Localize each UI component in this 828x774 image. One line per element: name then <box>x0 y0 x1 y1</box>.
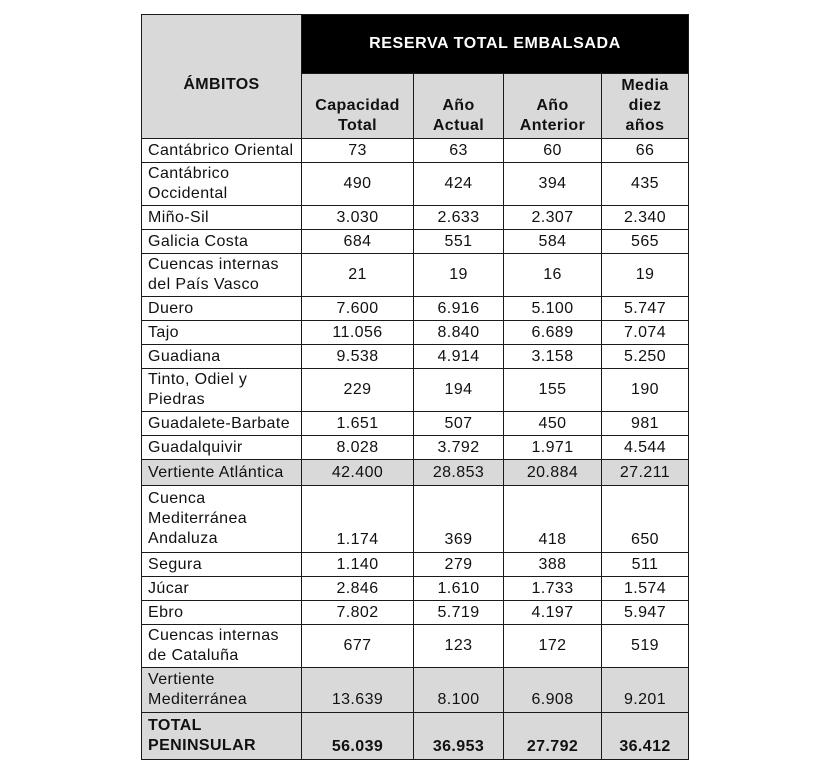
ambito-name-line: Vertiente Atlántica <box>148 463 284 481</box>
capacidad-total-value: 3.030 <box>302 206 414 230</box>
header-line: Año <box>442 97 475 114</box>
table-row <box>142 254 689 297</box>
table-row <box>142 321 689 345</box>
capacidad-total-value: 1.174 <box>302 486 414 553</box>
ambito-name-line: Guadalquivir <box>148 438 243 456</box>
media-diez-anos-value: 190 <box>602 369 689 412</box>
table-row <box>142 369 689 412</box>
ano-actual-value: 2.633 <box>414 206 504 230</box>
ano-actual-value: 5.719 <box>414 601 504 625</box>
ambito-name <box>142 486 302 553</box>
ano-anterior-value: 418 <box>504 486 602 553</box>
media-diez-anos-value: 650 <box>602 486 689 553</box>
ano-anterior-value: 27.792 <box>504 713 602 760</box>
ano-anterior-value: 5.100 <box>504 297 602 321</box>
capacidad-total-value: 56.039 <box>302 713 414 760</box>
ambito-name-line: Cantábrico <box>148 165 230 182</box>
ambito-name <box>142 230 302 254</box>
ano-anterior-value: 584 <box>504 230 602 254</box>
ambito-name-line: TOTAL <box>148 717 202 734</box>
header-line: Total <box>337 117 378 134</box>
ano-actual-value: 551 <box>414 230 504 254</box>
table-row <box>142 553 689 577</box>
table-row <box>142 625 689 668</box>
ambito-name-line: Miño-Sil <box>148 208 209 226</box>
table-row <box>142 206 689 230</box>
ambito-name-line: Tajo <box>148 323 179 341</box>
ano-anterior-header <box>504 74 602 139</box>
ano-anterior-value: 20.884 <box>504 460 602 486</box>
ano-actual-value: 194 <box>414 369 504 412</box>
media-diez-anos-value: 9.201 <box>602 668 689 713</box>
ambito-name <box>142 321 302 345</box>
ambitos-header: ÁMBITOS <box>142 15 302 139</box>
ambito-name-line: Tinto, Odiel y <box>148 371 248 388</box>
ambito-name-line: Júcar <box>148 579 190 597</box>
ambito-name-line: Ebro <box>148 603 184 621</box>
header-line: Año <box>536 97 569 114</box>
ambito-name <box>142 713 302 760</box>
ambito-name <box>142 412 302 436</box>
ano-actual-value: 63 <box>414 139 504 163</box>
ambito-name-line: de Cataluña <box>148 647 239 664</box>
capacidad-total-value: 7.802 <box>302 601 414 625</box>
table-row <box>142 163 689 206</box>
header-line: Actual <box>432 117 485 134</box>
media-diez-anos-value: 981 <box>602 412 689 436</box>
ano-actual-value: 19 <box>414 254 504 297</box>
ambito-name <box>142 254 302 297</box>
reserva-total-header: RESERVA TOTAL EMBALSADA <box>302 15 689 74</box>
media-diez-anos-value: 511 <box>602 553 689 577</box>
ano-actual-value: 6.916 <box>414 297 504 321</box>
media-diez-anos-value: 1.574 <box>602 577 689 601</box>
ambito-name-line: Piedras <box>148 391 206 408</box>
ano-actual-value: 507 <box>414 412 504 436</box>
table-row <box>142 230 689 254</box>
media-diez-anos-value: 66 <box>602 139 689 163</box>
ambito-name <box>142 436 302 460</box>
ambito-name-line: del País Vasco <box>148 276 260 293</box>
ano-actual-value: 123 <box>414 625 504 668</box>
ano-anterior-value: 4.197 <box>504 601 602 625</box>
table-row <box>142 412 689 436</box>
ambito-name-line: Mediterránea <box>148 510 248 527</box>
ano-anterior-value: 394 <box>504 163 602 206</box>
ambito-name <box>142 139 302 163</box>
capacidad-total-value: 42.400 <box>302 460 414 486</box>
ambito-name <box>142 553 302 577</box>
ano-anterior-value: 1.971 <box>504 436 602 460</box>
ano-actual-value: 8.840 <box>414 321 504 345</box>
capacidad-total-value: 8.028 <box>302 436 414 460</box>
table-row <box>142 601 689 625</box>
ambito-name <box>142 163 302 206</box>
header-line: Capacidad <box>315 97 400 114</box>
ano-anterior-value: 2.307 <box>504 206 602 230</box>
media-diez-anos-header <box>602 74 689 139</box>
header-line: Anterior <box>519 117 586 134</box>
ano-actual-value: 279 <box>414 553 504 577</box>
header-line: años <box>625 117 665 134</box>
media-diez-anos-value: 565 <box>602 230 689 254</box>
ano-actual-value: 369 <box>414 486 504 553</box>
media-diez-anos-value: 19 <box>602 254 689 297</box>
header-line: diez <box>628 97 662 114</box>
reservoir-table <box>141 14 689 760</box>
media-diez-anos-value: 435 <box>602 163 689 206</box>
ambito-name-line: Vertiente <box>148 671 215 688</box>
ambito-name-line: Occidental <box>148 185 228 202</box>
capacidad-total-value: 490 <box>302 163 414 206</box>
ambito-name <box>142 601 302 625</box>
ano-actual-value: 8.100 <box>414 668 504 713</box>
capacidad-total-value: 684 <box>302 230 414 254</box>
ambito-name <box>142 577 302 601</box>
capacidad-total-value: 229 <box>302 369 414 412</box>
media-diez-anos-value: 519 <box>602 625 689 668</box>
capacidad-total-value: 677 <box>302 625 414 668</box>
ambito-name-line: Cuencas internas <box>148 627 279 644</box>
ano-anterior-value: 6.908 <box>504 668 602 713</box>
ano-actual-value: 36.953 <box>414 713 504 760</box>
table-row <box>142 297 689 321</box>
capacidad-total-value: 11.056 <box>302 321 414 345</box>
ambito-name-line: Duero <box>148 299 194 317</box>
table-row <box>142 436 689 460</box>
capacidad-total-header <box>302 74 414 139</box>
subtotal-row <box>142 460 689 486</box>
media-diez-anos-value: 4.544 <box>602 436 689 460</box>
ano-anterior-value: 60 <box>504 139 602 163</box>
media-diez-anos-value: 5.947 <box>602 601 689 625</box>
ambito-name-line: Cuencas internas <box>148 256 279 273</box>
ambito-name <box>142 345 302 369</box>
subtotal-row <box>142 668 689 713</box>
media-diez-anos-value: 5.250 <box>602 345 689 369</box>
media-diez-anos-value: 2.340 <box>602 206 689 230</box>
ambito-name-line: Cuenca <box>148 490 206 507</box>
capacidad-total-value: 9.538 <box>302 345 414 369</box>
ano-actual-value: 28.853 <box>414 460 504 486</box>
capacidad-total-value: 1.651 <box>302 412 414 436</box>
ano-anterior-value: 155 <box>504 369 602 412</box>
ambito-name <box>142 206 302 230</box>
ambito-name-line: Guadiana <box>148 347 221 365</box>
media-diez-anos-value: 5.747 <box>602 297 689 321</box>
ambito-name-line: Segura <box>148 555 202 573</box>
ambito-name-line: Galicia Costa <box>148 232 249 250</box>
capacidad-total-value: 73 <box>302 139 414 163</box>
ano-anterior-value: 450 <box>504 412 602 436</box>
capacidad-total-value: 2.846 <box>302 577 414 601</box>
reservoir-table-container <box>141 14 689 760</box>
ambito-name-line: Guadalete-Barbate <box>148 414 291 432</box>
capacidad-total-value: 21 <box>302 254 414 297</box>
ano-actual-value: 4.914 <box>414 345 504 369</box>
table-row <box>142 139 689 163</box>
capacidad-total-value: 1.140 <box>302 553 414 577</box>
ano-actual-header <box>414 74 504 139</box>
ano-actual-value: 424 <box>414 163 504 206</box>
media-diez-anos-value: 7.074 <box>602 321 689 345</box>
table-row <box>142 577 689 601</box>
ambito-name <box>142 460 302 486</box>
ano-anterior-value: 172 <box>504 625 602 668</box>
ambito-name-line: Mediterránea <box>148 691 248 708</box>
ano-anterior-value: 388 <box>504 553 602 577</box>
ambito-name-line: Cantábrico Oriental <box>148 141 294 159</box>
table-row <box>142 486 689 553</box>
table-body <box>142 139 689 760</box>
ambito-name-line: PENINSULAR <box>148 737 257 754</box>
total-row <box>142 713 689 760</box>
ano-actual-value: 3.792 <box>414 436 504 460</box>
ambito-name-line: Andaluza <box>148 530 218 547</box>
ambito-name <box>142 297 302 321</box>
ambito-name <box>142 625 302 668</box>
media-diez-anos-value: 27.211 <box>602 460 689 486</box>
ano-actual-value: 1.610 <box>414 577 504 601</box>
ambito-name <box>142 668 302 713</box>
media-diez-anos-value: 36.412 <box>602 713 689 760</box>
ambito-name <box>142 369 302 412</box>
ano-anterior-value: 3.158 <box>504 345 602 369</box>
table-row <box>142 345 689 369</box>
ano-anterior-value: 6.689 <box>504 321 602 345</box>
header-line: Media <box>621 77 669 94</box>
capacidad-total-value: 7.600 <box>302 297 414 321</box>
ano-anterior-value: 1.733 <box>504 577 602 601</box>
capacidad-total-value: 13.639 <box>302 668 414 713</box>
ano-anterior-value: 16 <box>504 254 602 297</box>
